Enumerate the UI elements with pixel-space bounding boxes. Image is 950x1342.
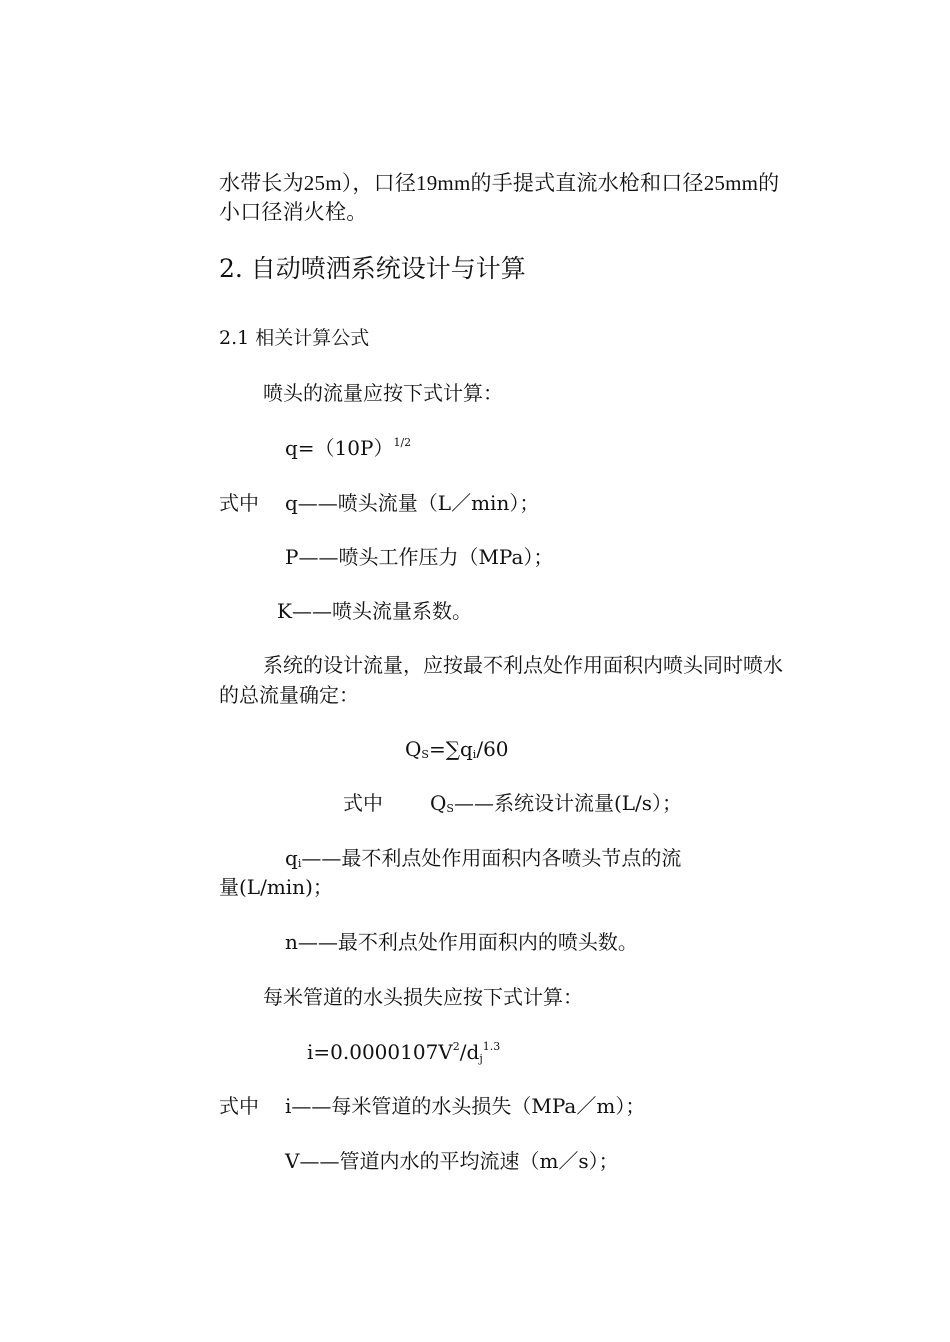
system-def-qi-i: i — [297, 857, 302, 870]
pipe-formula-b-exponent: 1.3 — [482, 1040, 501, 1053]
pipe-def-prefix: 式中 — [219, 1094, 259, 1118]
system-def-qi-q: q — [285, 846, 298, 870]
pipe-formula-a-exponent: 2 — [452, 1040, 460, 1053]
section-heading: 2. 自动喷洒系统设计与计算 — [219, 254, 526, 283]
pipe-intro: 每米管道的水头损失应按下式计算： — [263, 985, 583, 1009]
system-formula-sum: =∑q — [428, 737, 473, 761]
nozzle-def-p: P——喷头工作压力（MPa）； — [285, 545, 554, 569]
nozzle-def-prefix: 式中 — [219, 491, 259, 515]
nozzle-formula-exponent: 1/2 — [393, 436, 412, 449]
system-def-qi-text: ——最不利点处作用面积内各喷头节点的流 — [301, 846, 682, 870]
system-def-n: n——最不利点处作用面积内的喷头数。 — [285, 930, 638, 954]
pipe-formula-b-subscript: j — [479, 1052, 483, 1065]
system-def-qs — [430, 791, 682, 815]
system-def-prefix: 式中 — [343, 791, 383, 815]
system-formula-i: i — [472, 748, 477, 761]
pipe-def-i: i——每米管道的水头损失（MPa／m）； — [285, 1094, 646, 1118]
nozzle-def-q: q——喷头流量（L／min）； — [285, 491, 540, 515]
system-def-qi — [285, 846, 681, 870]
pipe-formula — [307, 1040, 500, 1064]
pipe-def-v: V——管道内水的平均流速（m／s）； — [285, 1149, 619, 1173]
system-def-qs-text: ——系统设计流量(L/s）； — [453, 791, 683, 815]
nozzle-formula — [285, 436, 411, 460]
nozzle-formula-base: q=（10P） — [285, 436, 394, 460]
system-formula — [405, 737, 509, 761]
sub-heading: 2.1 相关计算公式 — [219, 327, 370, 349]
system-def-qs-q: Q — [430, 791, 447, 815]
system-formula-tail: /60 — [476, 737, 509, 761]
system-formula-q: Q — [405, 737, 422, 761]
intro-line-2: 小口径消火栓。 — [219, 200, 368, 224]
system-def-qi-continued: 量(L/min)； — [219, 875, 333, 899]
intro-line-1: 水带长为25m），口径19mm的手提式直流水枪和口径25mm的 — [219, 171, 780, 195]
pipe-formula-b: /d — [459, 1040, 480, 1064]
system-formula-s: S — [421, 748, 429, 761]
pipe-formula-a: i=0.0000107V — [307, 1040, 453, 1064]
system-def-qs-s: S — [446, 802, 454, 815]
system-intro-line-2: 的总流量确定： — [219, 683, 359, 707]
nozzle-def-k: K——喷头流量系数。 — [277, 599, 472, 623]
system-intro-line-1: 系统的设计流量，应按最不利点处作用面积内喷头同时喷水 — [263, 653, 783, 677]
nozzle-intro: 喷头的流量应按下式计算： — [263, 381, 503, 405]
